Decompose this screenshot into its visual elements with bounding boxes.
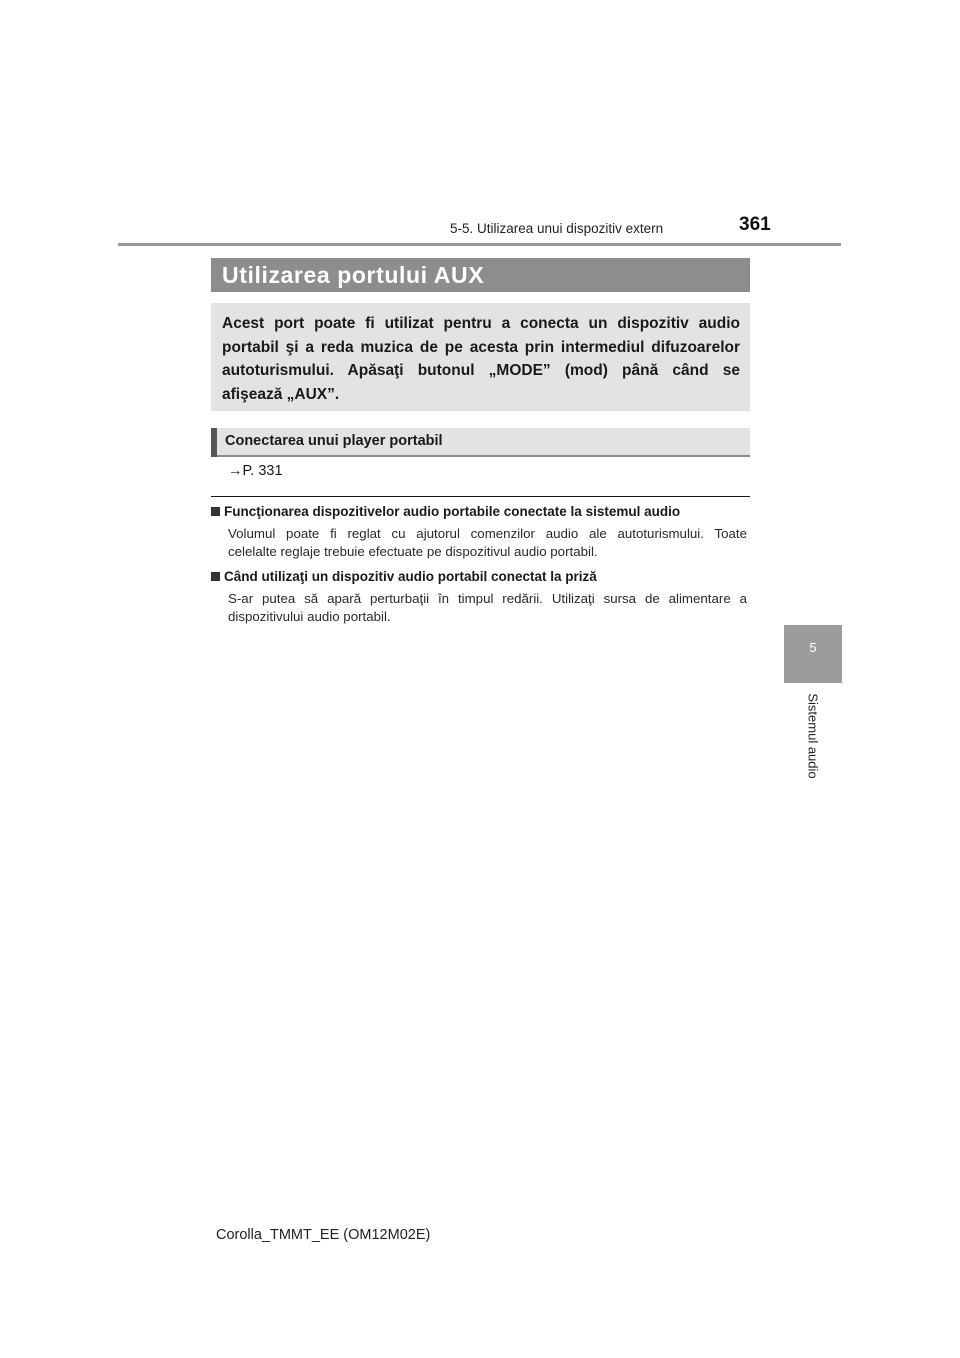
intro-line: afişează „AUX”. bbox=[222, 385, 340, 403]
header-divider bbox=[118, 243, 841, 246]
notes-divider bbox=[211, 496, 750, 497]
page-reference-link[interactable]: →P. 331 bbox=[228, 463, 283, 479]
square-bullet-icon bbox=[211, 507, 220, 516]
note-line: Volumul poate fi reglat cu ajutorul comenzilor audio ale autoturismului. Toate bbox=[228, 526, 747, 541]
intro-line: Acest port poate fi utilizat pentru a conecta un dispozitiv audio bbox=[222, 315, 740, 332]
subsection-accent bbox=[211, 428, 217, 457]
note-heading-text: Funcţionarea dispozitivelor audio portabile conectate la sistemul audio bbox=[224, 504, 681, 519]
note-line: celelalte reglaje trebuie efectuate pe dispozitivul audio portabil. bbox=[228, 543, 598, 559]
page-number: 361 bbox=[739, 214, 771, 235]
note-line: S-ar putea să apară perturbaţii în timpul redării. Utilizaţi sursa de alimentare a bbox=[228, 591, 747, 606]
note-heading bbox=[211, 504, 680, 519]
chapter-tab-label: Sistemul audio bbox=[805, 693, 821, 779]
intro-line: portabil şi a reda muzica de pe acesta prin intermediul difuzoarelor bbox=[222, 338, 740, 356]
square-bullet-icon bbox=[211, 572, 220, 581]
intro-line: autoturismului. Apăsaţi butonul „MODE” (mod) până când se bbox=[222, 362, 740, 379]
chapter-tab-number: 5 bbox=[809, 640, 817, 655]
note-heading bbox=[211, 569, 597, 584]
footer-document-id: Corolla_TMMT_EE (OM12M02E) bbox=[216, 1227, 431, 1243]
note-body bbox=[228, 525, 747, 560]
note-heading-text: Când utilizaţi un dispozitiv audio portabil conectat la priză bbox=[224, 569, 597, 584]
note-body bbox=[228, 590, 747, 625]
running-header-section: 5-5. Utilizarea unui dispozitiv extern bbox=[450, 221, 664, 236]
intro-text bbox=[222, 312, 740, 406]
subsection-title: Conectarea unui player portabil bbox=[225, 433, 443, 449]
note-line: dispozitivului audio portabil. bbox=[228, 608, 391, 624]
section-title: Utilizarea portului AUX bbox=[222, 262, 485, 288]
